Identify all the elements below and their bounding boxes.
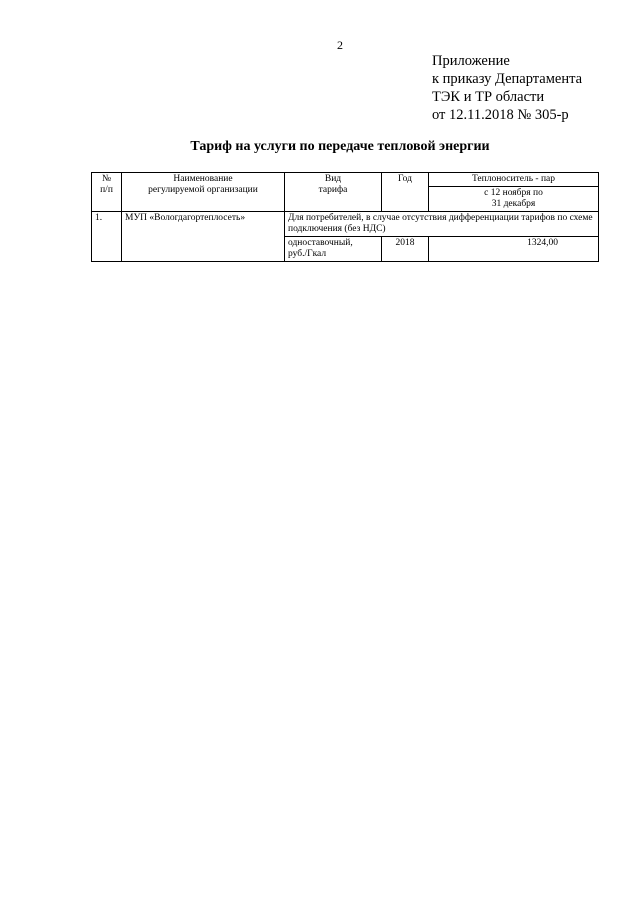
row-value: 1324,00 — [429, 237, 599, 262]
header-num — [92, 173, 122, 212]
appendix-line-3: ТЭК и ТР области — [432, 89, 545, 105]
header-org — [122, 173, 285, 212]
tariff-table — [91, 172, 599, 262]
table-row — [92, 212, 599, 237]
header-org-line-1: Наименование — [173, 174, 233, 184]
header-type-line-2: тарифа — [318, 185, 348, 195]
page-number: 2 — [337, 38, 343, 52]
row-org: МУП «Вологдагортеплосеть» — [122, 212, 285, 262]
header-period — [429, 187, 599, 212]
appendix-block — [432, 52, 582, 124]
header-year: Год — [382, 173, 429, 212]
header-num-line-2: п/п — [100, 185, 113, 195]
table-header-row — [92, 173, 599, 187]
document-title: Тариф на услуги по передаче тепловой энергии — [190, 139, 490, 154]
row-year: 2018 — [382, 237, 429, 262]
header-carrier: Теплоноситель - пар — [429, 173, 599, 187]
row-tariff-type-line-1: одноставочный, — [288, 238, 353, 248]
appendix-line-4: от 12.11.2018 № 305-р — [432, 107, 569, 123]
header-tariff-type — [285, 173, 382, 212]
appendix-line-1: Приложение — [432, 53, 510, 69]
header-num-line-1: № — [101, 174, 112, 184]
row-tariff-type-line-2: руб./Гкал — [288, 249, 327, 259]
header-type-line-1: Вид — [324, 174, 342, 184]
header-period-line-2: 31 декабря — [491, 199, 536, 209]
row-consumers: Для потребителей, в случае отсутствия дифференциации тарифов по схеме подключения (без НДС) — [285, 212, 599, 237]
row-num: 1. — [92, 212, 122, 262]
row-tariff-type — [285, 237, 382, 262]
header-org-line-2: регулируемой организации — [148, 185, 258, 195]
header-period-line-1: с 12 ноября по — [484, 188, 543, 198]
appendix-line-2: к приказу Департамента — [432, 71, 583, 87]
